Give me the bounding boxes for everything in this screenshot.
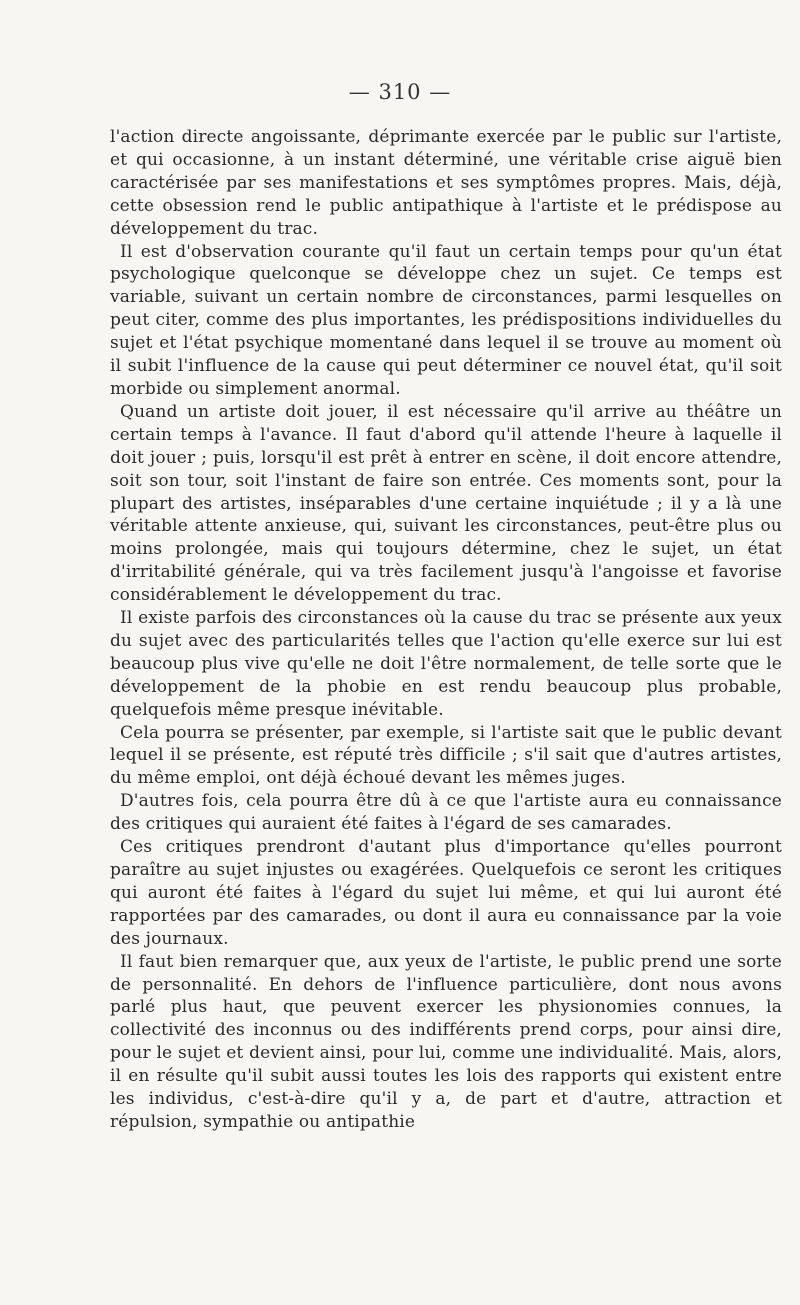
page-number: — 310 — bbox=[348, 80, 452, 104]
paragraph: Il faut bien remarquer que, aux yeux de l'artiste, le public prend une sorte de personnalité. En dehors de l'influence particulière, dont nous avons parlé plus haut, que peuvent exercer les physionomies connues, la collectivité des inconnus ou des indifférents prend corps, pour ainsi dire, pour le sujet et devient ainsi, pour lui, comme une individualité. Mais, alors, il en résulte qu'il subit aussi toutes les lois des rapports qui existent entre les individus, c'est-à-dire qu'il y a, de part et d'autre, attraction et répulsion, sympathie ou antipathie bbox=[110, 951, 782, 1132]
paragraph: D'autres fois, cela pourra être dû à ce que l'artiste aura eu connaissance des critiques qui auraient été faites à l'égard de ses camarades. bbox=[110, 791, 782, 835]
paragraph: l'action directe angoissante, déprimante exercée par le public sur l'artiste, et qui occasionne, à un instant déterminé, une véritable crise aiguë bien caractérisée par ses manifestations et ses symptômes propres. Mais, déjà, cette obsession rend le public antipathique à l'artiste et le prédispose au développement du trac. bbox=[110, 127, 782, 239]
paragraph: Cela pourra se présenter, par exemple, si l'artiste sait que le public devant lequel il se présente, est réputé très difficile ; s'il sait que d'autres artistes, du même emploi, ont déjà échoué devant les mêmes juges. bbox=[110, 722, 782, 789]
body-text bbox=[110, 126, 782, 1134]
paragraph: Ces critiques prendront d'autant plus d'importance qu'elles pourront paraître au sujet injustes ou exagérées. Quelquefois ce seront les critiques qui auront été faites à l'égard du sujet lui même, et qui lui auront été rapportées par des camarades, ou dont il aura eu connaissance par la voie des journaux. bbox=[110, 837, 782, 949]
paragraph: Il est d'observation courante qu'il faut un certain temps pour qu'un état psychologique quelconque se développe chez un sujet. Ce temps est variable, suivant un certain nombre de circonstances, parmi lesquelles on peut citer, comme des plus importantes, les prédispositions individuelles du sujet et l'état psychique momentané dans lequel il se trouve au moment où il subit l'influence de la cause qui peut déterminer ce nouvel état, qu'il soit morbide ou simplement anormal. bbox=[110, 241, 782, 399]
paragraph: Il existe parfois des circonstances où la cause du trac se présente aux yeux du sujet avec des particularités telles que l'action qu'elle exerce sur lui est beaucoup plus vive qu'elle ne doit l'être normalement, de telle sorte que le développement de la phobie en est rendu beaucoup plus probable, quelquefois même presque inévitable. bbox=[110, 608, 782, 720]
paragraph: Quand un artiste doit jouer, il est nécessaire qu'il arrive au théâtre un certain temps à l'avance. Il faut d'abord qu'il attende l'heure à laquelle il doit jouer ; puis, lorsqu'il est prêt à entrer en scène, il doit encore attendre, soit son tour, soit l'instant de faire son entrée. Ces moments sont, pour la plupart des artistes, inséparables d'une certaine inquiétude ; il y a là une véritable attente anxieuse, qui, suivant les circonstances, peut-être plus ou moins prolongée, mais qui toujours détermine, chez le sujet, un état d'irritabilité générale, qui va très facilement jusqu'à l'angoisse et favorise considérablement le développement du trac. bbox=[110, 401, 782, 606]
